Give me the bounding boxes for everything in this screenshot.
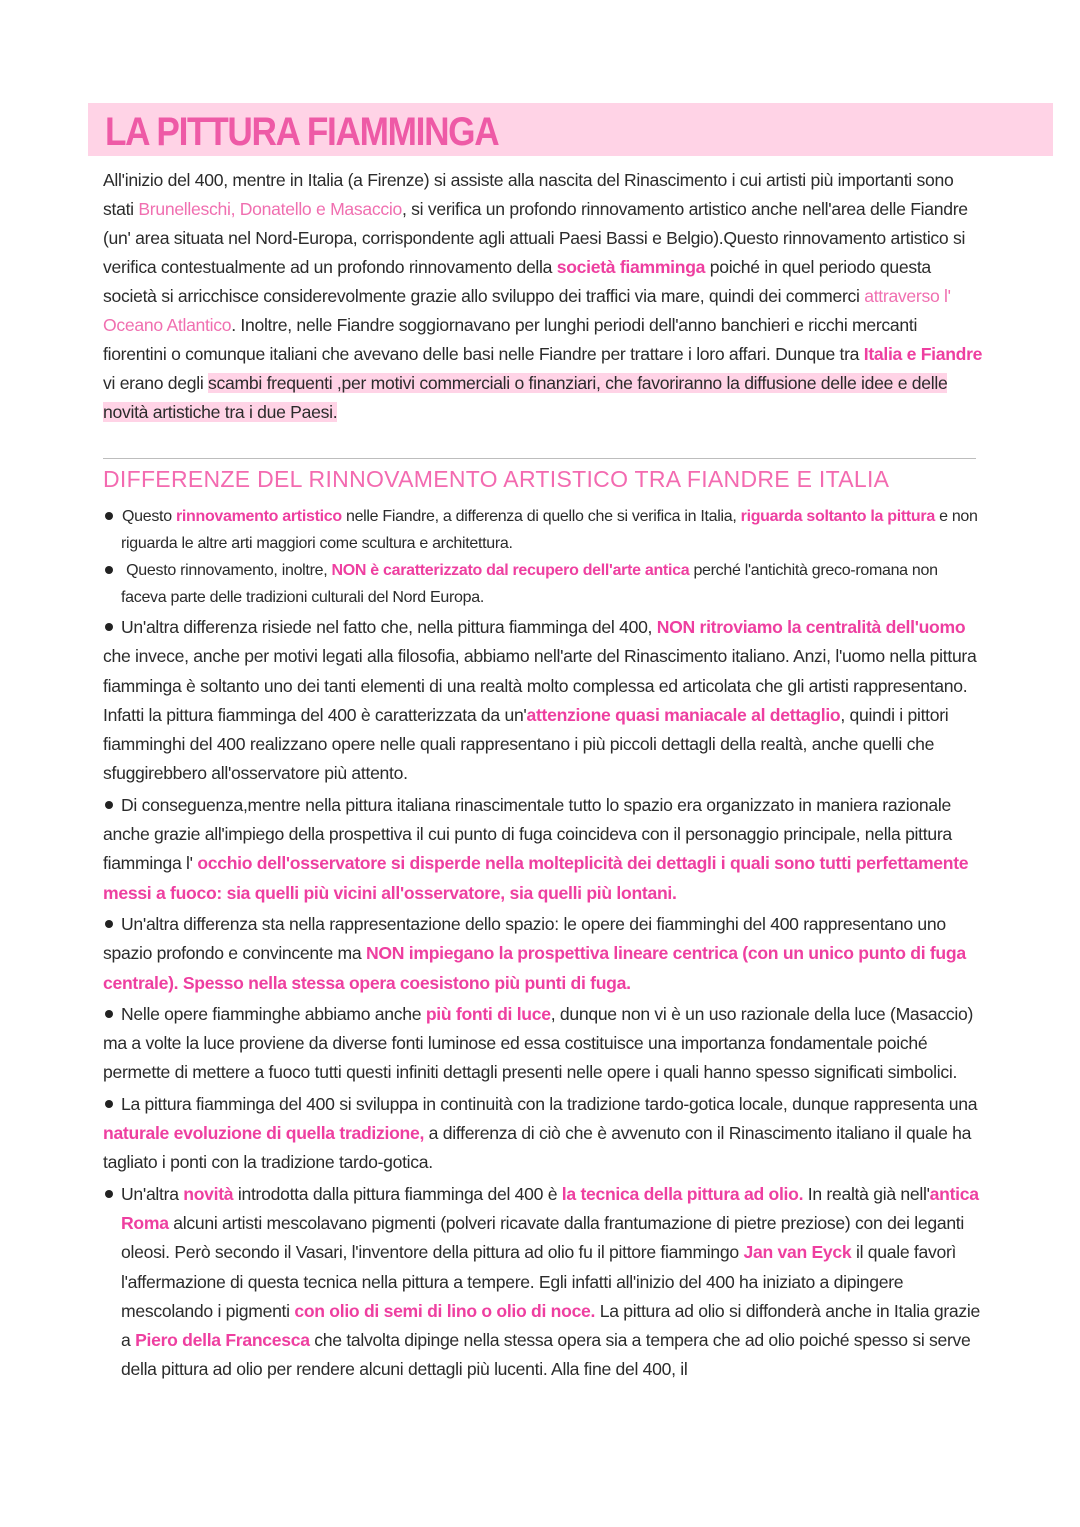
list-item: Di conseguenza,mentre nella pittura italiana rinascimentale tutto lo spazio era organizzato in maniera razionale anche grazie all'impiego della prospettiva il cui punto di fuga coincideva con il personaggio principale, nella pittura fiamminga l' occhio dell'osservatore si disperde nella molteplicità dei dettagli i quali sono tutti perfettamente messi a fuoco: sia quelli più vicini all'osservatore, sia quelli più lontani.	[103, 794, 969, 903]
intro-text: poiché in quel periodo questa società si arricchisce considerevolmente grazie allo sviluppo dei traffici via mare, quindi dei commerci	[103, 257, 931, 306]
list-item: Un'altra novità introdotta dalla pittura fiamminga del 400 è la tecnica della pittura ad olio. In realtà già nell'antica Roma alcuni artisti mescolavano pigmenti (polveri ricavate dalla frantumazione di pietre preziose) con dei leganti oleosi. Però secondo il Vasari, l'inventore della pittura ad olio fu il pittore fiammingo Jan van Eyck il quale favorì l'affermazione di questa tecnica nella pittura a tempere. Egli infatti all'inizio del 400 ha iniziato a dipingere mescolando i pigmenti con olio di semi di lino o olio di noce. La pittura ad olio si diffonderà anche in Italia grazie a Piero della Francesca che talvolta dipinge nella stessa opera sia a tempera che ad olio poiché spesso si serve della pittura ad olio per rendere alcuni dettagli più lucenti. Alla fine del 400, il	[103, 1180, 983, 1385]
keyword-societa: società fiamminga	[556, 257, 706, 277]
page-title: LA PITTURA FIAMMINGA	[105, 110, 499, 154]
section-title: DIFFERENZE DEL RINNOVAMENTO ARTISTICO TRA FIANDRE E ITALIA	[103, 466, 890, 492]
bullet-icon	[105, 920, 113, 928]
bullet-icon	[105, 1010, 113, 1018]
section-divider	[103, 458, 976, 459]
list-item: La pittura fiamminga del 400 si sviluppa in continuità con la tradizione tardo-gotica locale, dunque rappresenta una naturale evoluzione di quella tradizione, a differenza di ciò che è avvenuto con il Rinascimento italiano il quale ha tagliato i ponti con la tradizione tardo-gotica.	[103, 1093, 978, 1173]
list-item: Nelle opere fiamminghe abbiamo anche più fonti di luce, dunque non vi è un uso razionale della luce (Masaccio) ma a volte la luce proviene da diverse fonti luminose ed essa costituisce una importanza fondamentale poiché permette di mettere a fuoco tutti questi infiniti dettagli presenti nelle opere i quali hanno spesso significati simbolici.	[103, 1003, 974, 1083]
artists-names: Brunelleschi, Donatello e Masaccio	[138, 199, 402, 219]
bullet-icon	[105, 512, 113, 520]
differences-list	[103, 503, 983, 1385]
bullet-icon	[105, 1190, 113, 1198]
list-item: Un'altra differenza risiede nel fatto che, nella pittura fiamminga del 400, NON ritroviamo la centralità dell'uomo che invece, anche per motivi legati alla filosofia, abbiamo nell'arte del Rinascimento italiano. Anzi, l'uomo nella pittura fiamminga è soltanto uno dei tanti elementi di una realtà molto complessa ed articolata che gli artisti rappresentano. Infatti la pittura fiamminga del 400 è caratterizzata da un'attenzione quasi maniacale al dettaglio, quindi i pittori fiamminghi del 400 realizzano opere nelle quali rappresentano i più piccoli dettagli della realtà, anche quelli che sfuggirebbero all'osservatore più attento.	[103, 617, 977, 784]
bullet-icon	[105, 1100, 113, 1108]
intro-text: vi erano degli	[103, 373, 209, 393]
bullet-icon	[105, 566, 113, 574]
list-item: Questo rinnovamento, inoltre, NON è caratterizzato dal recupero dell'arte antica perché l'antichità greco-romana non faceva parte delle tradizioni culturali del Nord Europa.	[103, 557, 983, 611]
list-item: Un'altra differenza sta nella rappresentazione dello spazio: le opere dei fiamminghi del 400 rappresentano uno spazio profondo e convincente ma NON impiegano la prospettiva lineare centrica (con un unico punto di fuga centrale). Spesso nella stessa opera coesistono più punti di fuga.	[103, 913, 966, 993]
keyword-oceano: attraverso l' Oceano Atlantico	[103, 286, 951, 335]
list-item: Questo rinnovamento artistico nelle Fiandre, a differenza di quello che si verifica in Italia, riguarda soltanto la pittura e non riguarda le altre arti maggiori come scultura e architettura.	[103, 503, 983, 557]
intro-paragraph	[103, 166, 983, 427]
highlighted-sentence: scambi frequenti ,per motivi commerciali o finanziari, che favoriranno la diffusione delle idee e delle novità artistiche tra i due Paesi.	[103, 373, 948, 422]
intro-text: , si verifica un profondo rinnovamento artistico anche nell'area delle Fiandre (un' area situata nel Nord-Europa, corrispondente agli attuali Paesi Bassi e Belgio).Questo rinnovamento artistico si verifica contestualmente ad un profondo rinnovamento della	[103, 199, 968, 277]
intro-text: All'inizio del 400, mentre in Italia (a Firenze) si assiste alla nascita del Rinascimento i cui artisti più importanti sono stati	[103, 170, 954, 219]
bullet-icon	[105, 801, 113, 809]
bullet-icon	[105, 623, 113, 631]
intro-text: . Inoltre, nelle Fiandre soggiornavano per lunghi periodi dell'anno banchieri e ricchi mercanti fiorentini o comunque italiani che avevano delle basi nelle Fiandre per trattare i loro affari. Dunque tra	[103, 315, 918, 364]
keyword-paesi: Italia e Fiandre	[863, 344, 983, 364]
